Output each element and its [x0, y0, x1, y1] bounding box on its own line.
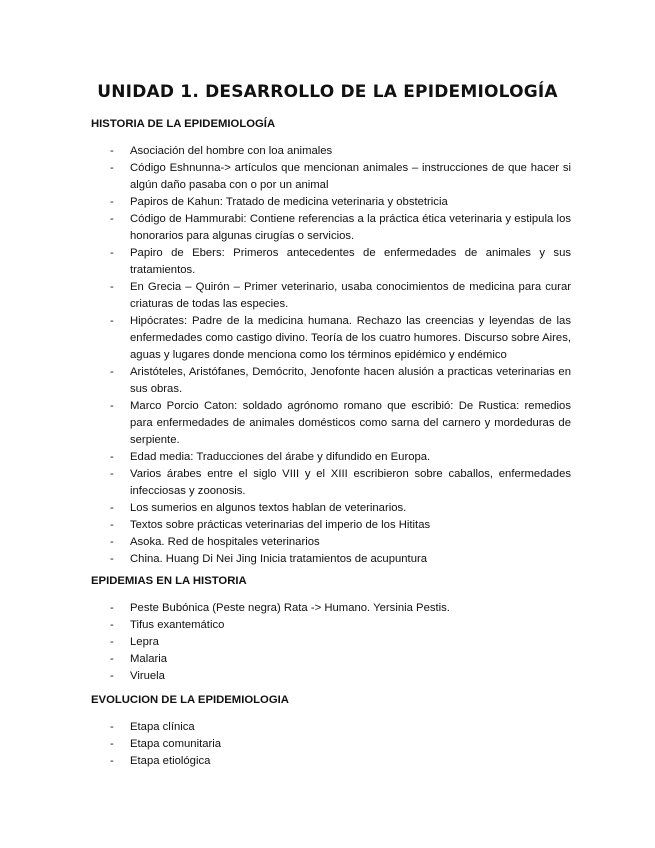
- list-item-text: Código de Hammurabi: Contiene referencias a la práctica ética veterinaria y estipula los honorarios para algunas cirugías o servicios.: [130, 213, 571, 242]
- section-historia: [91, 117, 571, 568]
- bullet-dash: -: [110, 553, 114, 565]
- bullet-dash: -: [110, 247, 114, 259]
- list-item: [91, 143, 571, 160]
- list-item-text: Tifus exantemático: [130, 619, 225, 631]
- bullet-dash: -: [110, 602, 114, 614]
- section-evolucion: [91, 693, 571, 770]
- bullet-dash: -: [110, 145, 114, 157]
- list-item-text: Edad media: Traducciones del árabe y difundido en Europa.: [130, 451, 431, 463]
- list-item: [91, 736, 571, 753]
- section-heading: EPIDEMIAS EN LA HISTORIA: [91, 575, 247, 587]
- list-item: [91, 617, 571, 634]
- section-heading: EVOLUCION DE LA EPIDEMIOLOGIA: [91, 694, 289, 706]
- list-item: [91, 517, 571, 534]
- list-item-text: Los sumerios en algunos textos hablan de veterinarios.: [130, 502, 407, 514]
- list-item: [91, 364, 571, 398]
- bullet-dash: -: [110, 755, 114, 767]
- list-item: [91, 313, 571, 364]
- bullet-dash: -: [110, 653, 114, 665]
- bullet-dash: -: [110, 536, 114, 548]
- list-item: [91, 600, 571, 617]
- list-item: [91, 398, 571, 449]
- list-item-text: Etapa comunitaria: [130, 738, 222, 750]
- bullet-dash: -: [110, 619, 114, 631]
- bullet-dash: -: [110, 721, 114, 733]
- bullet-dash: -: [110, 281, 114, 293]
- bullet-list: [91, 600, 571, 685]
- list-item-text: Etapa clínica: [130, 721, 195, 733]
- list-item-text: Hipócrates: Padre de la medicina humana. Rechazo las creencias y leyendas de las enfermedades como castigo divino. Teoría de los cuatro humores. Discurso sobre Aires, aguas y lugares donde menciona como los términos epidémico y endémico: [130, 315, 571, 361]
- list-item-text: China. Huang Di Nei Jing Inicia tratamientos de acupuntura: [130, 553, 428, 565]
- list-item-text: Aristóteles, Aristófanes, Demócrito, Jenofonte hacen alusión a practicas veterinarias en sus obras.: [130, 366, 571, 395]
- list-item-text: Viruela: [130, 670, 165, 682]
- page-title: UNIDAD 1. DESARROLLO DE LA EPIDEMIOLOGÍA: [97, 82, 558, 102]
- list-item: [91, 551, 571, 568]
- list-item-text: Malaria: [130, 653, 168, 665]
- list-item: [91, 753, 571, 770]
- list-item-text: Peste Bubónica (Peste negra) Rata -> Humano. Yersinia Pestis.: [130, 602, 450, 614]
- section-heading: HISTORIA DE LA EPIDEMIOLOGÍA: [91, 118, 276, 130]
- list-item-text: Lepra: [130, 636, 159, 648]
- list-item: [91, 194, 571, 211]
- bullet-dash: -: [110, 468, 114, 480]
- bullet-dash: -: [110, 670, 114, 682]
- list-item-text: Papiro de Ebers: Primeros antecedentes de enfermedades de animales y sus tratamientos.: [130, 247, 571, 276]
- list-item: [91, 634, 571, 651]
- section-epidemias: [91, 574, 571, 685]
- bullet-dash: -: [110, 400, 114, 412]
- list-item: [91, 668, 571, 685]
- bullet-list: [91, 143, 571, 568]
- list-item-text: Varios árabes entre el siglo VIII y el XIII escribieron sobre caballos, enfermedades infecciosas y zoonosis.: [130, 468, 571, 497]
- list-item: [91, 500, 571, 517]
- list-item: [91, 245, 571, 279]
- list-item: [91, 719, 571, 736]
- bullet-list: [91, 719, 571, 770]
- list-item-text: Asociación del hombre con loa animales: [130, 145, 333, 157]
- bullet-dash: -: [110, 196, 114, 208]
- list-item: [91, 534, 571, 551]
- list-item: [91, 211, 571, 245]
- list-item-text: Marco Porcio Caton: soldado agrónomo romano que escribió: De Rustica: remedios para enfermedades de animales domésticos como sarna del carnero y mordeduras de serpiente.: [130, 400, 571, 446]
- list-item-text: Etapa etiológica: [130, 755, 211, 767]
- list-item-text: Asoka. Red de hospitales veterinarios: [130, 536, 320, 548]
- list-item-text: Código Eshnunna-> artículos que mencionan animales – instrucciones de que hacer si algún daño pasaba con o por un animal: [130, 162, 571, 191]
- bullet-dash: -: [110, 636, 114, 648]
- bullet-dash: -: [110, 162, 114, 174]
- bullet-dash: -: [110, 502, 114, 514]
- list-item-text: Textos sobre prácticas veterinarias del imperio de los Hititas: [130, 519, 431, 531]
- list-item-text: Papiros de Kahun: Tratado de medicina veterinaria y obstetricia: [130, 196, 448, 208]
- list-item: [91, 651, 571, 668]
- bullet-dash: -: [110, 451, 114, 463]
- bullet-dash: -: [110, 213, 114, 225]
- list-item: [91, 449, 571, 466]
- list-item-text: En Grecia – Quirón – Primer veterinario, usaba conocimientos de medicina para curar criaturas de todas las especies.: [130, 281, 571, 310]
- bullet-dash: -: [110, 519, 114, 531]
- list-item: [91, 466, 571, 500]
- list-item: [91, 160, 571, 194]
- list-item: [91, 279, 571, 313]
- bullet-dash: -: [110, 315, 114, 327]
- bullet-dash: -: [110, 366, 114, 378]
- bullet-dash: -: [110, 738, 114, 750]
